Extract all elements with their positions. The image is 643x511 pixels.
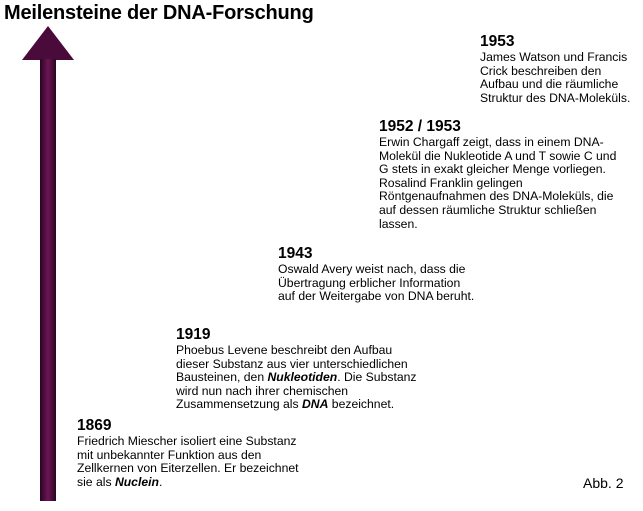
description-text: Zusammensetzung als xyxy=(176,397,302,412)
description-text: Zellkernen von Eiterzellen. Er bezeichnet xyxy=(77,461,299,476)
description-line xyxy=(77,435,299,449)
milestone-year: 1869 xyxy=(77,417,112,434)
description-line xyxy=(480,92,630,106)
description-line xyxy=(379,150,616,164)
description-line xyxy=(278,290,474,304)
milestone-description xyxy=(278,263,474,304)
description-line xyxy=(176,344,417,358)
description-text: auf der Weitergabe von DNA beruht. xyxy=(278,289,475,304)
milestone-1953 xyxy=(480,33,630,105)
page-title: Meilensteine der DNA-Forschung xyxy=(4,2,314,24)
milestone-year: 1953 xyxy=(480,33,515,50)
description-line xyxy=(379,218,616,232)
description-text: Friedrich Miescher isoliert eine Substanz xyxy=(77,434,297,448)
arrow-shaft xyxy=(40,59,56,501)
milestone-description xyxy=(77,435,299,489)
milestone-1952-1953 xyxy=(379,118,616,231)
description-line xyxy=(480,51,630,65)
description-line xyxy=(77,476,299,490)
description-line xyxy=(379,190,616,204)
description-text: James Watson und Francis xyxy=(480,50,628,64)
milestone-year: 1952 / 1953 xyxy=(379,118,461,135)
description-line xyxy=(379,204,616,218)
milestone-description xyxy=(480,51,630,105)
milestone-year: 1943 xyxy=(278,245,313,262)
description-line xyxy=(379,177,616,191)
milestone-1919 xyxy=(176,326,417,412)
description-line xyxy=(77,462,299,476)
arrow-head xyxy=(22,26,74,60)
description-text: Aufbau und die räumliche xyxy=(480,77,619,92)
emphasized-term: DNA xyxy=(302,397,329,412)
description-line xyxy=(176,358,417,372)
description-line xyxy=(278,263,474,277)
description-text: Erwin Chargaff zeigt, dass in einem DNA- xyxy=(379,135,604,149)
description-text: Bausteinen, den xyxy=(176,370,268,385)
description-line xyxy=(480,78,630,92)
description-line xyxy=(379,163,616,177)
description-text: sie als xyxy=(77,474,115,489)
description-text: Molekül die Nukleotide A und T sowie C und xyxy=(379,148,617,163)
figure-label: Abb. 2 xyxy=(583,475,624,491)
description-text: . xyxy=(158,474,163,489)
description-text: Struktur des DNA-Moleküls. xyxy=(480,90,631,105)
description-text: bezeichnet. xyxy=(328,397,395,412)
description-line xyxy=(77,449,299,463)
milestone-description xyxy=(176,344,417,412)
description-line xyxy=(176,385,417,399)
milestone-1943 xyxy=(278,245,474,304)
emphasized-term: Nuclein xyxy=(114,474,159,489)
description-line xyxy=(480,65,630,79)
description-line xyxy=(176,398,417,412)
description-text: Übertragung erblicher Information xyxy=(278,275,461,290)
description-text: Crick beschreiben den xyxy=(480,63,602,78)
description-text: Oswald Avery weist nach, dass die xyxy=(278,262,466,276)
milestone-year: 1919 xyxy=(176,326,211,343)
description-text: wird nun nach ihrer chemischen xyxy=(176,383,349,398)
description-text: dieser Substanz aus vier unterschiedlichen xyxy=(176,356,408,371)
milestone-description xyxy=(379,136,616,231)
description-text: Röntgenaufnahmen des DNA-Moleküls, die xyxy=(379,189,614,204)
description-line xyxy=(379,136,616,150)
description-text: mit unbekannter Funktion aus den xyxy=(77,447,262,462)
description-text: Rosalind Franklin gelingen xyxy=(379,175,523,190)
description-text: lassen. xyxy=(379,216,418,231)
description-line xyxy=(176,371,417,385)
description-text: . Die Substanz xyxy=(337,370,417,385)
description-text: Phoebus Levene beschreibt den Aufbau xyxy=(176,343,393,357)
description-text: auf dessen räumliche Struktur schließen xyxy=(379,202,597,217)
milestone-1869 xyxy=(77,417,299,489)
timeline-arrow xyxy=(18,26,78,506)
description-line xyxy=(278,277,474,291)
description-text: G stets in exakt gleicher Menge vorliegen. xyxy=(379,162,606,177)
emphasized-term: Nukleotiden xyxy=(267,370,338,385)
